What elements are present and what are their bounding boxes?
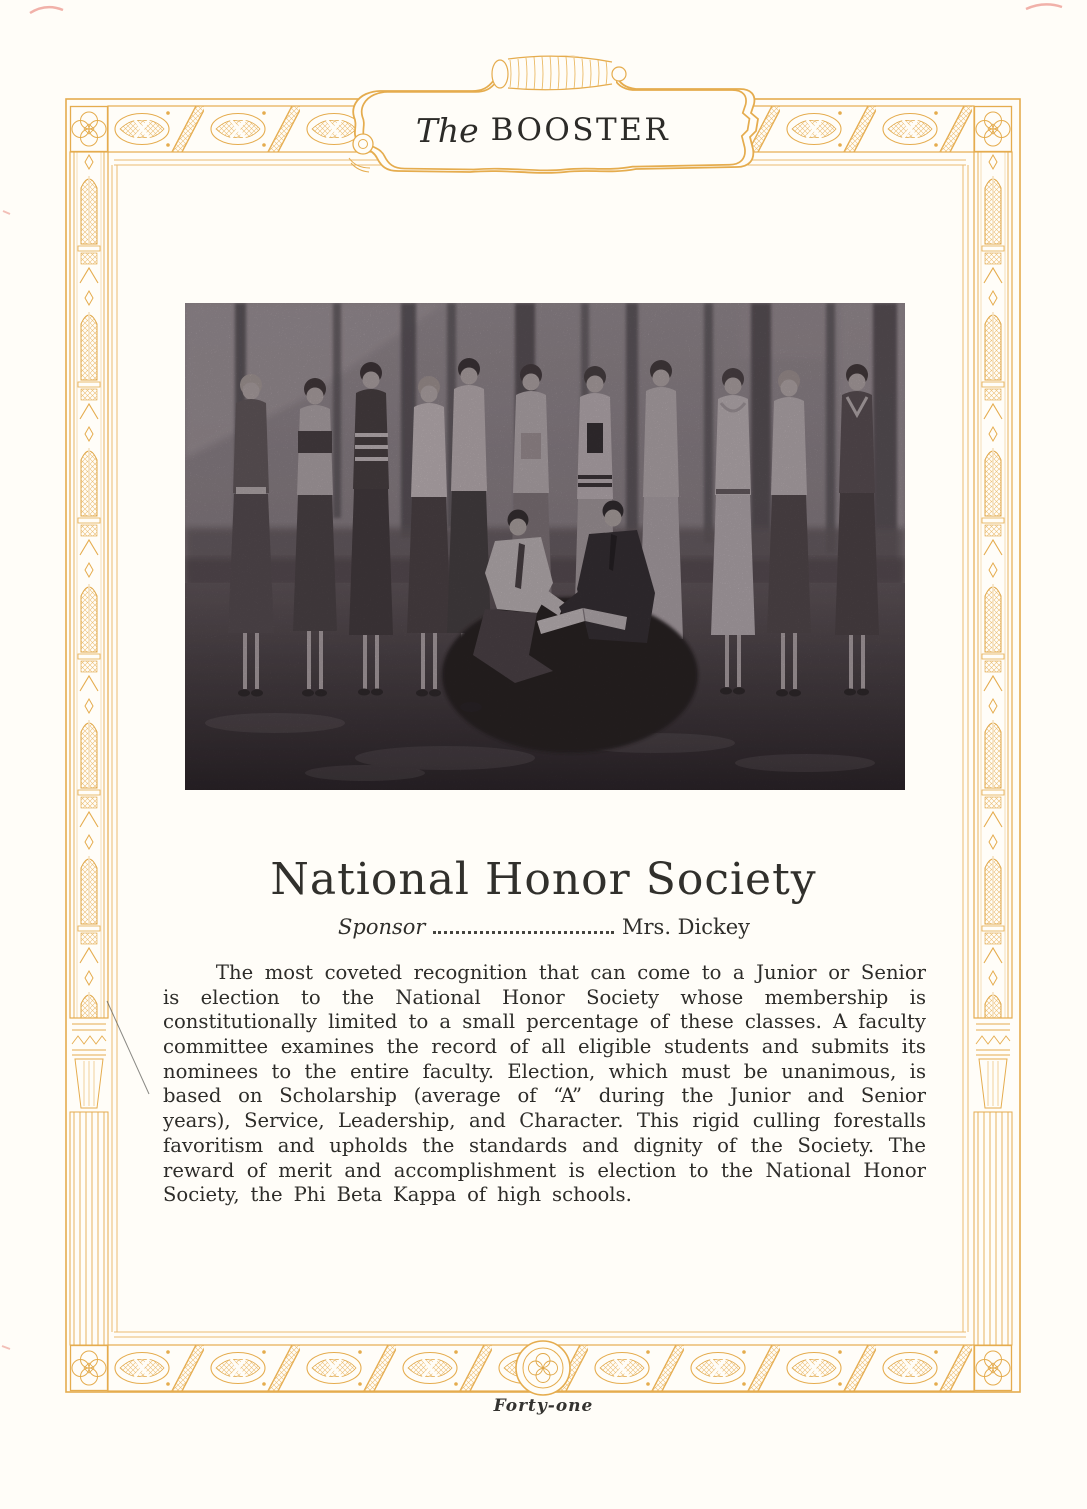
bottom-medallion [516, 1341, 570, 1395]
body-paragraph: The most coveted recognition that can come to a Junior or Senior is election to the National Honor Society whose membership is constitutionally limited to a small percentage of these classes. A faculty committee examines the record of all eligible students and submits its nominees to the entire faculty. Election, which must be unanimous, is based on Scholarship (average of “A” during the Junior and Senior years), Service, Leadership, and Character. This rigid culling forestalls favoritism and upholds the standards and dignity of the Society. The reward of merit and accomplishment is election to the National Honor Society, the Phi Beta Kappa of high schools. [163, 961, 926, 1207]
group-photo [185, 303, 905, 790]
title-word-the: The [415, 110, 479, 150]
sponsor-line [338, 915, 750, 939]
title-word-booster: BOOSTER [490, 112, 671, 148]
dot-leader [433, 931, 614, 934]
sponsor-name: Mrs. Dickey [622, 915, 750, 939]
page-number: Forty-one [493, 1396, 594, 1416]
page-title [338, 106, 748, 154]
group-photo-image [185, 303, 905, 790]
sponsor-label: Sponsor [338, 915, 426, 939]
section-heading: National Honor Society [270, 854, 817, 905]
